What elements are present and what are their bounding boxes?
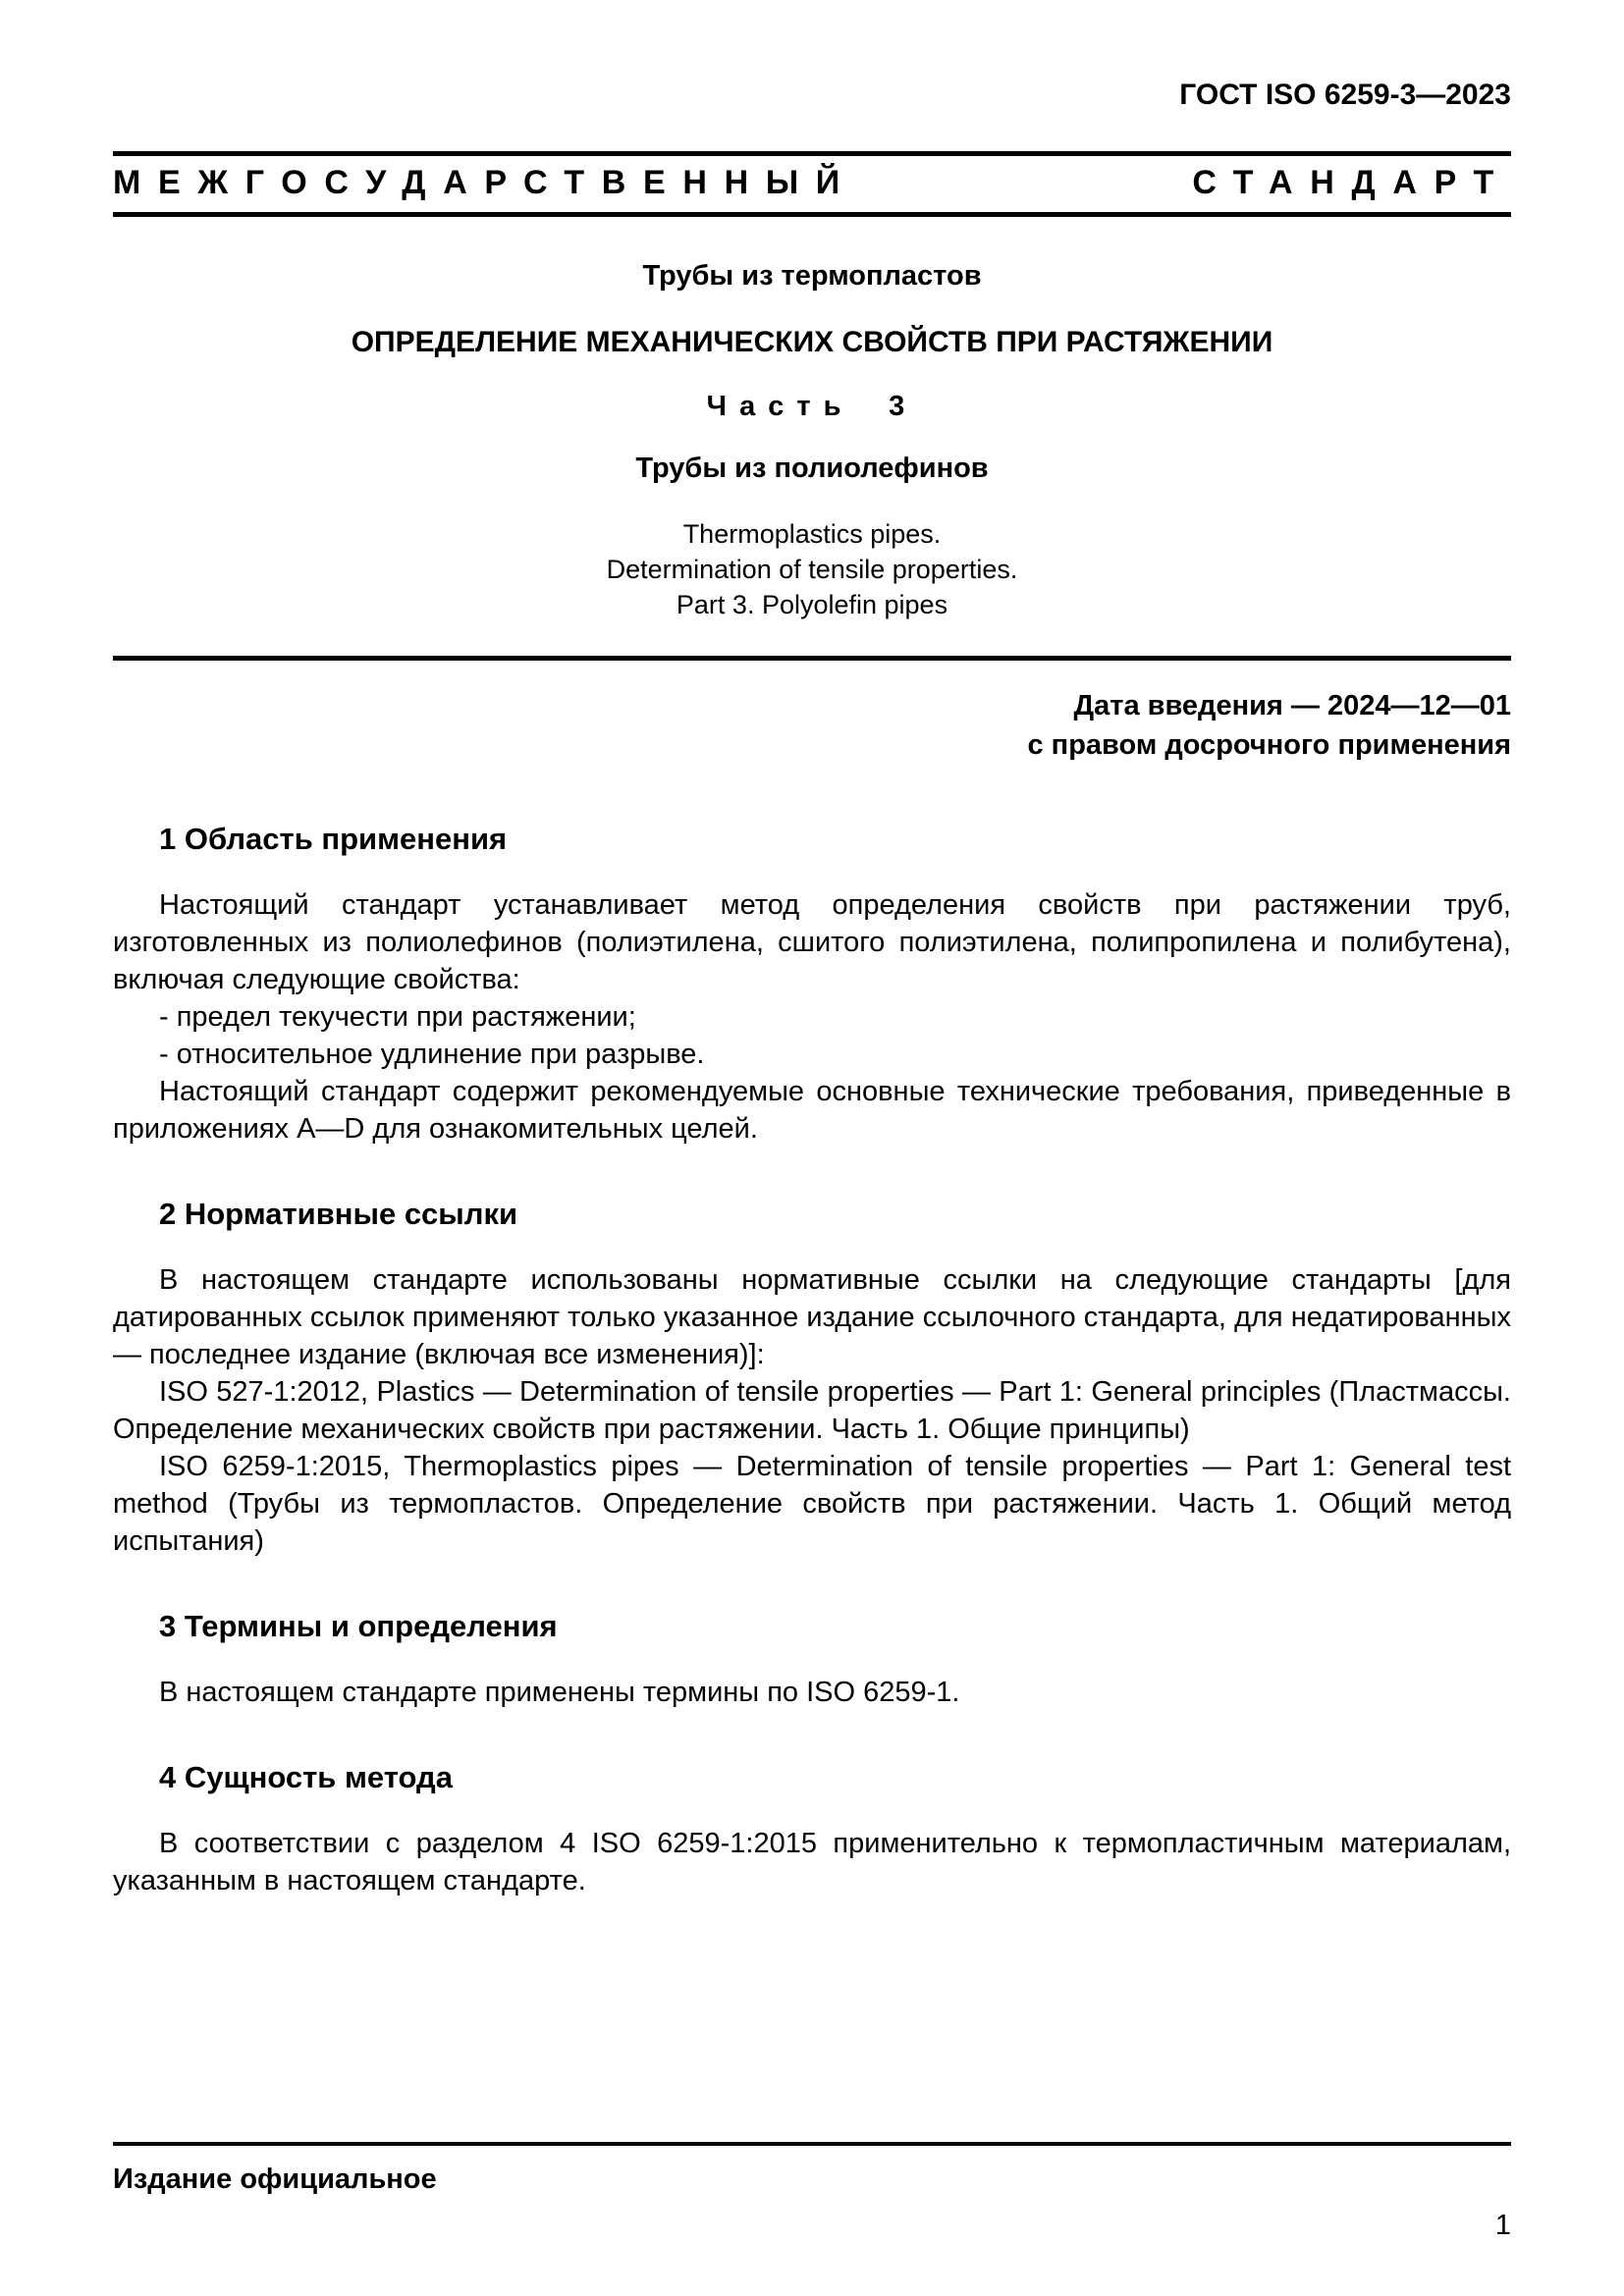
section-heading: 3 Термины и определения (159, 1609, 558, 1643)
paragraph: В настоящем стандарте использованы нормативные ссылки на следующие стандарты [для датированных ссылок применяют только указанное издание ссылочного стандарта, для недатированных — последнее издание (включая все изменения)]: (113, 1264, 1511, 1370)
document-body (113, 822, 1511, 1899)
title-block (113, 260, 1511, 656)
title-english-line2: Determination of tensile properties. (606, 555, 1018, 584)
title-main: ОПРЕДЕЛЕНИЕ МЕХАНИЧЕСКИХ СВОЙСТВ ПРИ РАСТЯЖЕНИИ (351, 326, 1273, 358)
title-rule-bottom (113, 656, 1511, 661)
effective-date-line1: Дата введения — 2024—12—01 (1073, 690, 1511, 721)
section-terms-definitions (113, 1609, 1511, 1711)
standard-banner: МЕЖГОСУДАРСТВЕННЫЙ СТАНДАРТ (113, 164, 1511, 201)
title-part: Часть 3 (706, 391, 918, 422)
paragraph: ISO 527-1:2012, Plastics — Determination of tensile properties — Part 1: General principles (Пластмассы. Определение механических свойств при растяжении. Часть 1. Общие принципы) (113, 1376, 1511, 1445)
paragraph: ISO 6259-1:2015, Thermoplastics pipes — Determination of tensile properties — Part 1: General test method (Трубы из термопластов. Определение свойств при растяжении. Часть 1. Общий метод испытания) (113, 1451, 1511, 1557)
section-normative-references (113, 1197, 1511, 1560)
effective-date-block (113, 686, 1511, 765)
title-english-line3: Part 3. Polyolefin pipes (676, 590, 948, 619)
doc-code: ГОСТ ISO 6259-3—2023 (1179, 79, 1511, 111)
title-english (113, 516, 1511, 622)
section-scope (113, 822, 1511, 1148)
page-number: 1 (1494, 2210, 1511, 2241)
footer-rule (113, 2142, 1511, 2146)
section-heading: 1 Область применения (159, 822, 508, 856)
effective-date-line2: с правом досрочного применения (1027, 729, 1511, 761)
paragraph: В соответствии с разделом 4 ISO 6259-1:2015 применительно к термопластичным материалам, указанным в настоящем стандарте. (113, 1828, 1511, 1896)
list-item: - относительное удлинение при разрыве. (159, 1039, 705, 1070)
paragraph: В настоящем стандарте применены термины по ISO 6259-1. (159, 1677, 960, 1708)
title-part-subject: Трубы из полиолефинов (635, 453, 989, 484)
section-method-essence (113, 1760, 1511, 1899)
footer-edition-note: Издание официальное (113, 2163, 437, 2195)
banner-rule-bottom (113, 212, 1511, 217)
section-heading: 4 Сущность метода (159, 1760, 453, 1794)
section-heading: 2 Нормативные ссылки (159, 1197, 518, 1231)
paragraph: Настоящий стандарт содержит рекомендуемые основные технические требования, приведенные в приложениях A—D для ознакомительных целей. (113, 1076, 1511, 1145)
title-subject: Трубы из термопластов (642, 260, 982, 292)
paragraph: Настоящий стандарт устанавливает метод определения свойств при растяжении труб, изготовленных из полиолефинов (полиэтилена, сшитого полиэтилена, полипропилена и полибутена), включая следующие свойства: (113, 889, 1511, 995)
title-english-line1: Thermoplastics pipes. (682, 519, 942, 549)
list-item: - предел текучести при растяжении; (159, 1001, 636, 1033)
flex-spacer (113, 1899, 1511, 2112)
